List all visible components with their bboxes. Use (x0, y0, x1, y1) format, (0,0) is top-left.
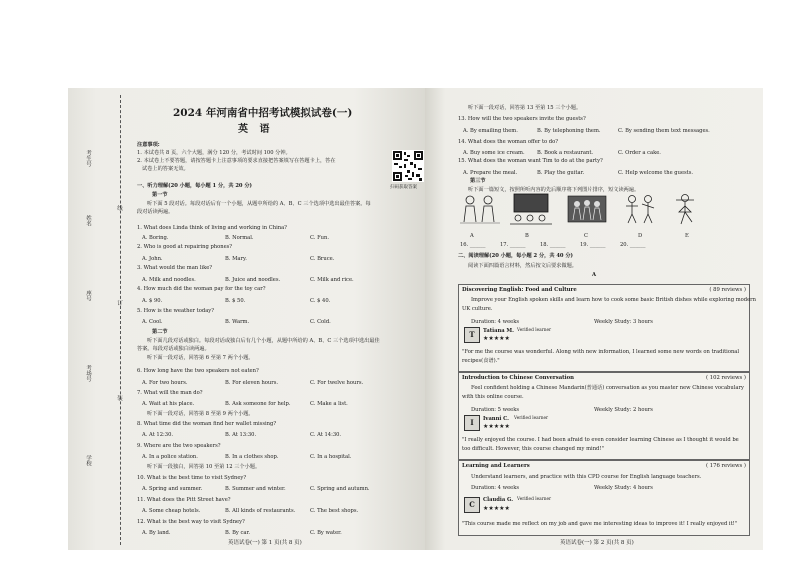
question-7: 7. What will the man do? (137, 390, 203, 396)
question-8: 8. What time did the woman find her wallet missing? (137, 421, 277, 427)
question-4: 4. How much did the woman pay for the toy car? (137, 286, 266, 292)
section-listening: 一、听力理解(20 小题，每小题 1 分，共 20 分) (137, 183, 252, 189)
dialog-8-9: 听下面一段对话，回答第 8 至第 9 两个小题。 (147, 411, 254, 417)
q3-option-c: C. Milk and rice. (310, 277, 354, 283)
question-6: 6. How long have the two speakers not eaten? (137, 368, 259, 374)
review-2-heading: Introduction to Chinese Conversation (462, 375, 574, 381)
review-1-desc-2: UK culture. (462, 306, 493, 312)
review-2-quote-1: "I really enjoyed the course. I had been afraid to even consider learning Chinese as I thought it would be (462, 437, 739, 443)
part-3-heading: 第三节 (470, 178, 486, 184)
review-2-duration: Duration: 5 weeks (471, 407, 520, 413)
part-1-instr-1: 听下面 5 段对话。每段对话后有一个小题，从题中所给的 A、B、C 三个选项中选出最佳答案。每 (147, 201, 371, 207)
review-3-avatar: C (464, 497, 480, 513)
q1-option-c: C. Fun. (310, 235, 330, 241)
picture-label-a: A (470, 233, 474, 239)
question-2: 2. Who is good at repairing phones? (137, 244, 233, 250)
review-1-verified: Verified learner (517, 328, 552, 333)
blank-19[interactable]: 19. ______ (580, 242, 606, 248)
q9-option-b: B. In a clothes shop. (225, 454, 279, 460)
margin-line-mark: 线 (116, 205, 122, 211)
page-title: 2024 年河南省中招考试模拟试卷(一) (173, 107, 353, 119)
question-15: 15. What does the woman want Tim to do at the party? (458, 158, 603, 164)
review-1-avatar: T (464, 327, 480, 343)
subject-title: 英 语 (238, 124, 274, 135)
review-3-quote-1: "This course made me reflect on my job and gave me interesting ideas to improve it! I really enjoyed it!" (462, 521, 738, 527)
section-reading: 二、阅读理解(20 小题，每小题 2 分，共 40 分) (458, 253, 573, 259)
q11-option-a: A. Some cheap hotels. (142, 508, 201, 514)
q6-option-a: A. For two hours. (142, 380, 188, 386)
review-3-verified: Verified learner (517, 497, 552, 502)
review-2-avatar: I (464, 415, 480, 431)
review-3-desc-1: Understand learners, and practice with this CPD course for English language teachers. (471, 474, 702, 480)
review-1-desc-1: Improve your English spoken skills and learn how to cook some basic British dishes while exploring modern (471, 297, 756, 303)
question-5: 5. How is the weather today? (137, 308, 215, 314)
question-1: 1. What does Linda think of living and working in China? (137, 225, 287, 231)
part-3-instr: 听下面一篇短文，按照所听内容的先后顺序将下列图片排序，短文读两遍。 (468, 187, 640, 193)
q14-option-c: C. Order a cake. (618, 150, 661, 156)
review-3-stars: ★★★★★ (483, 505, 510, 512)
q7-option-b: B. Ask someone for help. (225, 401, 291, 407)
q6-option-c: C. For twelve hours. (310, 380, 364, 386)
review-card-learning-learners (458, 460, 750, 536)
picture-label-d: D (638, 233, 643, 239)
margin-room: 考场号 (85, 365, 91, 382)
dialog-13-15: 听下面一段对话，回答第 13 至第 15 三个小题。 (468, 105, 582, 111)
binding-line (120, 95, 121, 545)
margin-name: 姓名 (85, 215, 91, 226)
question-9: 9. Where are the two speakers? (137, 443, 221, 449)
part-1-heading: 第一节 (152, 192, 168, 198)
picture-label-e: E (685, 233, 689, 239)
picture-label-b: B (525, 233, 529, 239)
review-2-desc-1: Feel confident holding a Chinese Mandarin(普通话) conversation as you master new Chinese vocabulary (471, 385, 744, 391)
q5-option-b: B. Warm. (225, 319, 250, 325)
qr-caption: 扫码获取答案 (390, 185, 417, 190)
review-2-weekly-study: Weekly Study: 2 hours (594, 407, 653, 413)
right-page-footer: 英语试卷(一) 第 2 页(共 8 页) (560, 540, 634, 546)
blank-18[interactable]: 18. ______ (540, 242, 566, 248)
review-1-duration: Duration: 4 weeks (471, 319, 520, 325)
q10-option-b: B. Summer and winter. (225, 486, 286, 492)
notice-title: 注意事项: (137, 142, 160, 148)
blank-17[interactable]: 17. ______ (500, 242, 526, 248)
part-2-instr-2: 答案。每段对话或独白读两遍。 (137, 346, 210, 352)
q3-option-b: B. Juice and noodles. (225, 277, 281, 283)
question-14: 14. What does the woman offer to do? (458, 139, 559, 145)
review-2-desc-2: with this online course. (462, 394, 524, 400)
qr-code (392, 150, 424, 182)
review-card-food-culture (458, 284, 756, 372)
q2-option-c: C. Bruce. (310, 256, 335, 262)
margin-school: 学校 (85, 455, 91, 466)
picture-d-dancers (620, 192, 660, 228)
picture-e-ballet-dancer (668, 192, 702, 228)
q7-option-a: A. Wait at his place. (142, 401, 195, 407)
review-2-stars: ★★★★★ (483, 423, 510, 430)
q5-option-c: C. Cold. (310, 319, 331, 325)
q6-option-b: B. For eleven hours. (225, 380, 279, 386)
q4-option-a: A. $ 90. (142, 298, 163, 304)
q4-option-c: C. $ 40. (310, 298, 331, 304)
q14-option-b: B. Book a restaurant. (537, 150, 594, 156)
review-1-reviewer: Tatiana M. (483, 328, 514, 334)
q3-option-a: A. Milk and noodles. (142, 277, 196, 283)
picture-c-music-band (565, 192, 609, 228)
question-10: 10. What is the best time to visit Sydney? (137, 475, 247, 481)
part-2-heading: 第二节 (152, 329, 168, 335)
blank-20[interactable]: 20. ______ (620, 242, 646, 248)
q13-option-b: B. By telephoning them. (537, 128, 601, 134)
margin-bind-mark: 装 (116, 395, 122, 401)
review-2-count: ( 102 reviews ) (705, 375, 746, 381)
part-1-instr-2: 段对话读两遍。 (137, 209, 174, 215)
q1-option-b: B. Normal. (225, 235, 254, 241)
review-3-reviewer: Claudia G. (483, 497, 514, 503)
notice-2: 2. 本试卷上不要答题，请按答题卡上注意事项的要求直接把答案填写在答题卡上，答在 (137, 158, 336, 164)
notice-2b: 试卷上的答案无效。 (142, 166, 189, 172)
q15-option-a: A. Prepare the meal. (463, 170, 518, 176)
review-card-chinese-conversation (458, 372, 750, 460)
picture-label-c: C (584, 233, 588, 239)
review-3-heading: Learning and Learners (462, 463, 530, 469)
picture-a-people-talking (460, 192, 500, 228)
q10-option-a: A. Spring and summer. (142, 486, 203, 492)
reading-instr: 阅读下面四篇语言材料，然后按文后要求做题。 (468, 263, 577, 269)
blank-16[interactable]: 16. ______ (460, 242, 486, 248)
question-11: 11. What does the Pitt Street have? (137, 497, 231, 503)
q2-option-a: A. John. (142, 256, 163, 262)
q9-option-a: A. In a police station. (142, 454, 198, 460)
notice-1: 1. 本试卷共 8 页，六个大题，满分 120 分，考试时间 100 分钟。 (137, 150, 291, 156)
q14-option-a: A. Buy some ice cream. (463, 150, 525, 156)
q7-option-c: C. Make a list. (310, 401, 348, 407)
q8-option-c: C. At 14:30. (310, 432, 342, 438)
q2-option-b: B. Mary. (225, 256, 247, 262)
q5-option-a: A. Cool. (142, 319, 163, 325)
q13-option-c: C. By sending them text messages. (618, 128, 710, 134)
q1-option-a: A. Boring. (142, 235, 169, 241)
review-2-quote-2: too difficult. However, this course changed my mind!" (462, 446, 604, 452)
question-3: 3. What would the man like? (137, 265, 213, 271)
q12-option-b: B. By car. (225, 530, 251, 536)
dialog-10-12: 听下面一段独白，回答第 10 至第 12 三个小题。 (147, 464, 261, 470)
margin-seat: 座号 (85, 290, 91, 301)
q4-option-b: B. $ 50. (225, 298, 246, 304)
passage-label: A (592, 272, 597, 278)
q9-option-c: C. In a hospital. (310, 454, 352, 460)
q12-option-a: A. By land. (142, 530, 171, 536)
review-1-weekly-study: Weekly Study: 3 hours (594, 319, 653, 325)
margin-seal-mark: 订 (116, 300, 122, 306)
review-2-verified: Verified learner (514, 416, 549, 421)
q11-option-b: B. All kinds of restaurants. (225, 508, 296, 514)
question-12: 12. What is the best way to visit Sydney? (137, 519, 245, 525)
part-2-instr-1: 听下面几段对话或独白。每段对话或独白后有几个小题，从题中所给的 A、B、C 三个选项中选出最佳 (147, 338, 380, 344)
q13-option-a: A. By emailing them. (463, 128, 518, 134)
review-1-count: ( 89 reviews ) (709, 287, 746, 293)
q10-option-c: C. Spring and autumn. (310, 486, 370, 492)
q8-option-b: B. At 13:30. (225, 432, 257, 438)
review-1-stars: ★★★★★ (483, 335, 510, 342)
review-3-count: ( 176 reviews ) (705, 463, 746, 469)
q15-option-b: B. Play the guitar. (537, 170, 585, 176)
q11-option-c: C. The best shops. (310, 508, 359, 514)
review-1-quote-1: "For me the course was wonderful. Along with new information, I learned some new words on traditional (462, 349, 740, 355)
left-page-footer: 英语试卷(一) 第 1 页(共 8 页) (228, 540, 302, 546)
review-1-heading: Discovering English: Food and Culture (462, 287, 577, 293)
review-3-weekly-study: Weekly Study: 4 hours (594, 485, 653, 491)
question-13: 13. How will the two speakers invite the guests? (458, 116, 586, 122)
review-2-reviewer: Ivanni C. (483, 416, 509, 422)
q8-option-a: A. At 12:30. (142, 432, 174, 438)
margin-exam-no: 考生号 (85, 150, 91, 167)
picture-b-classroom-board (508, 192, 554, 228)
q15-option-c: C. Help welcome the guests. (618, 170, 694, 176)
q12-option-c: C. By water. (310, 530, 342, 536)
review-3-duration: Duration: 4 weeks (471, 485, 520, 491)
review-1-quote-2: recipes(食谱)." (462, 358, 500, 364)
dialog-6-7: 听下面一段对话，回答第 6 至第 7 两个小题。 (147, 355, 254, 361)
